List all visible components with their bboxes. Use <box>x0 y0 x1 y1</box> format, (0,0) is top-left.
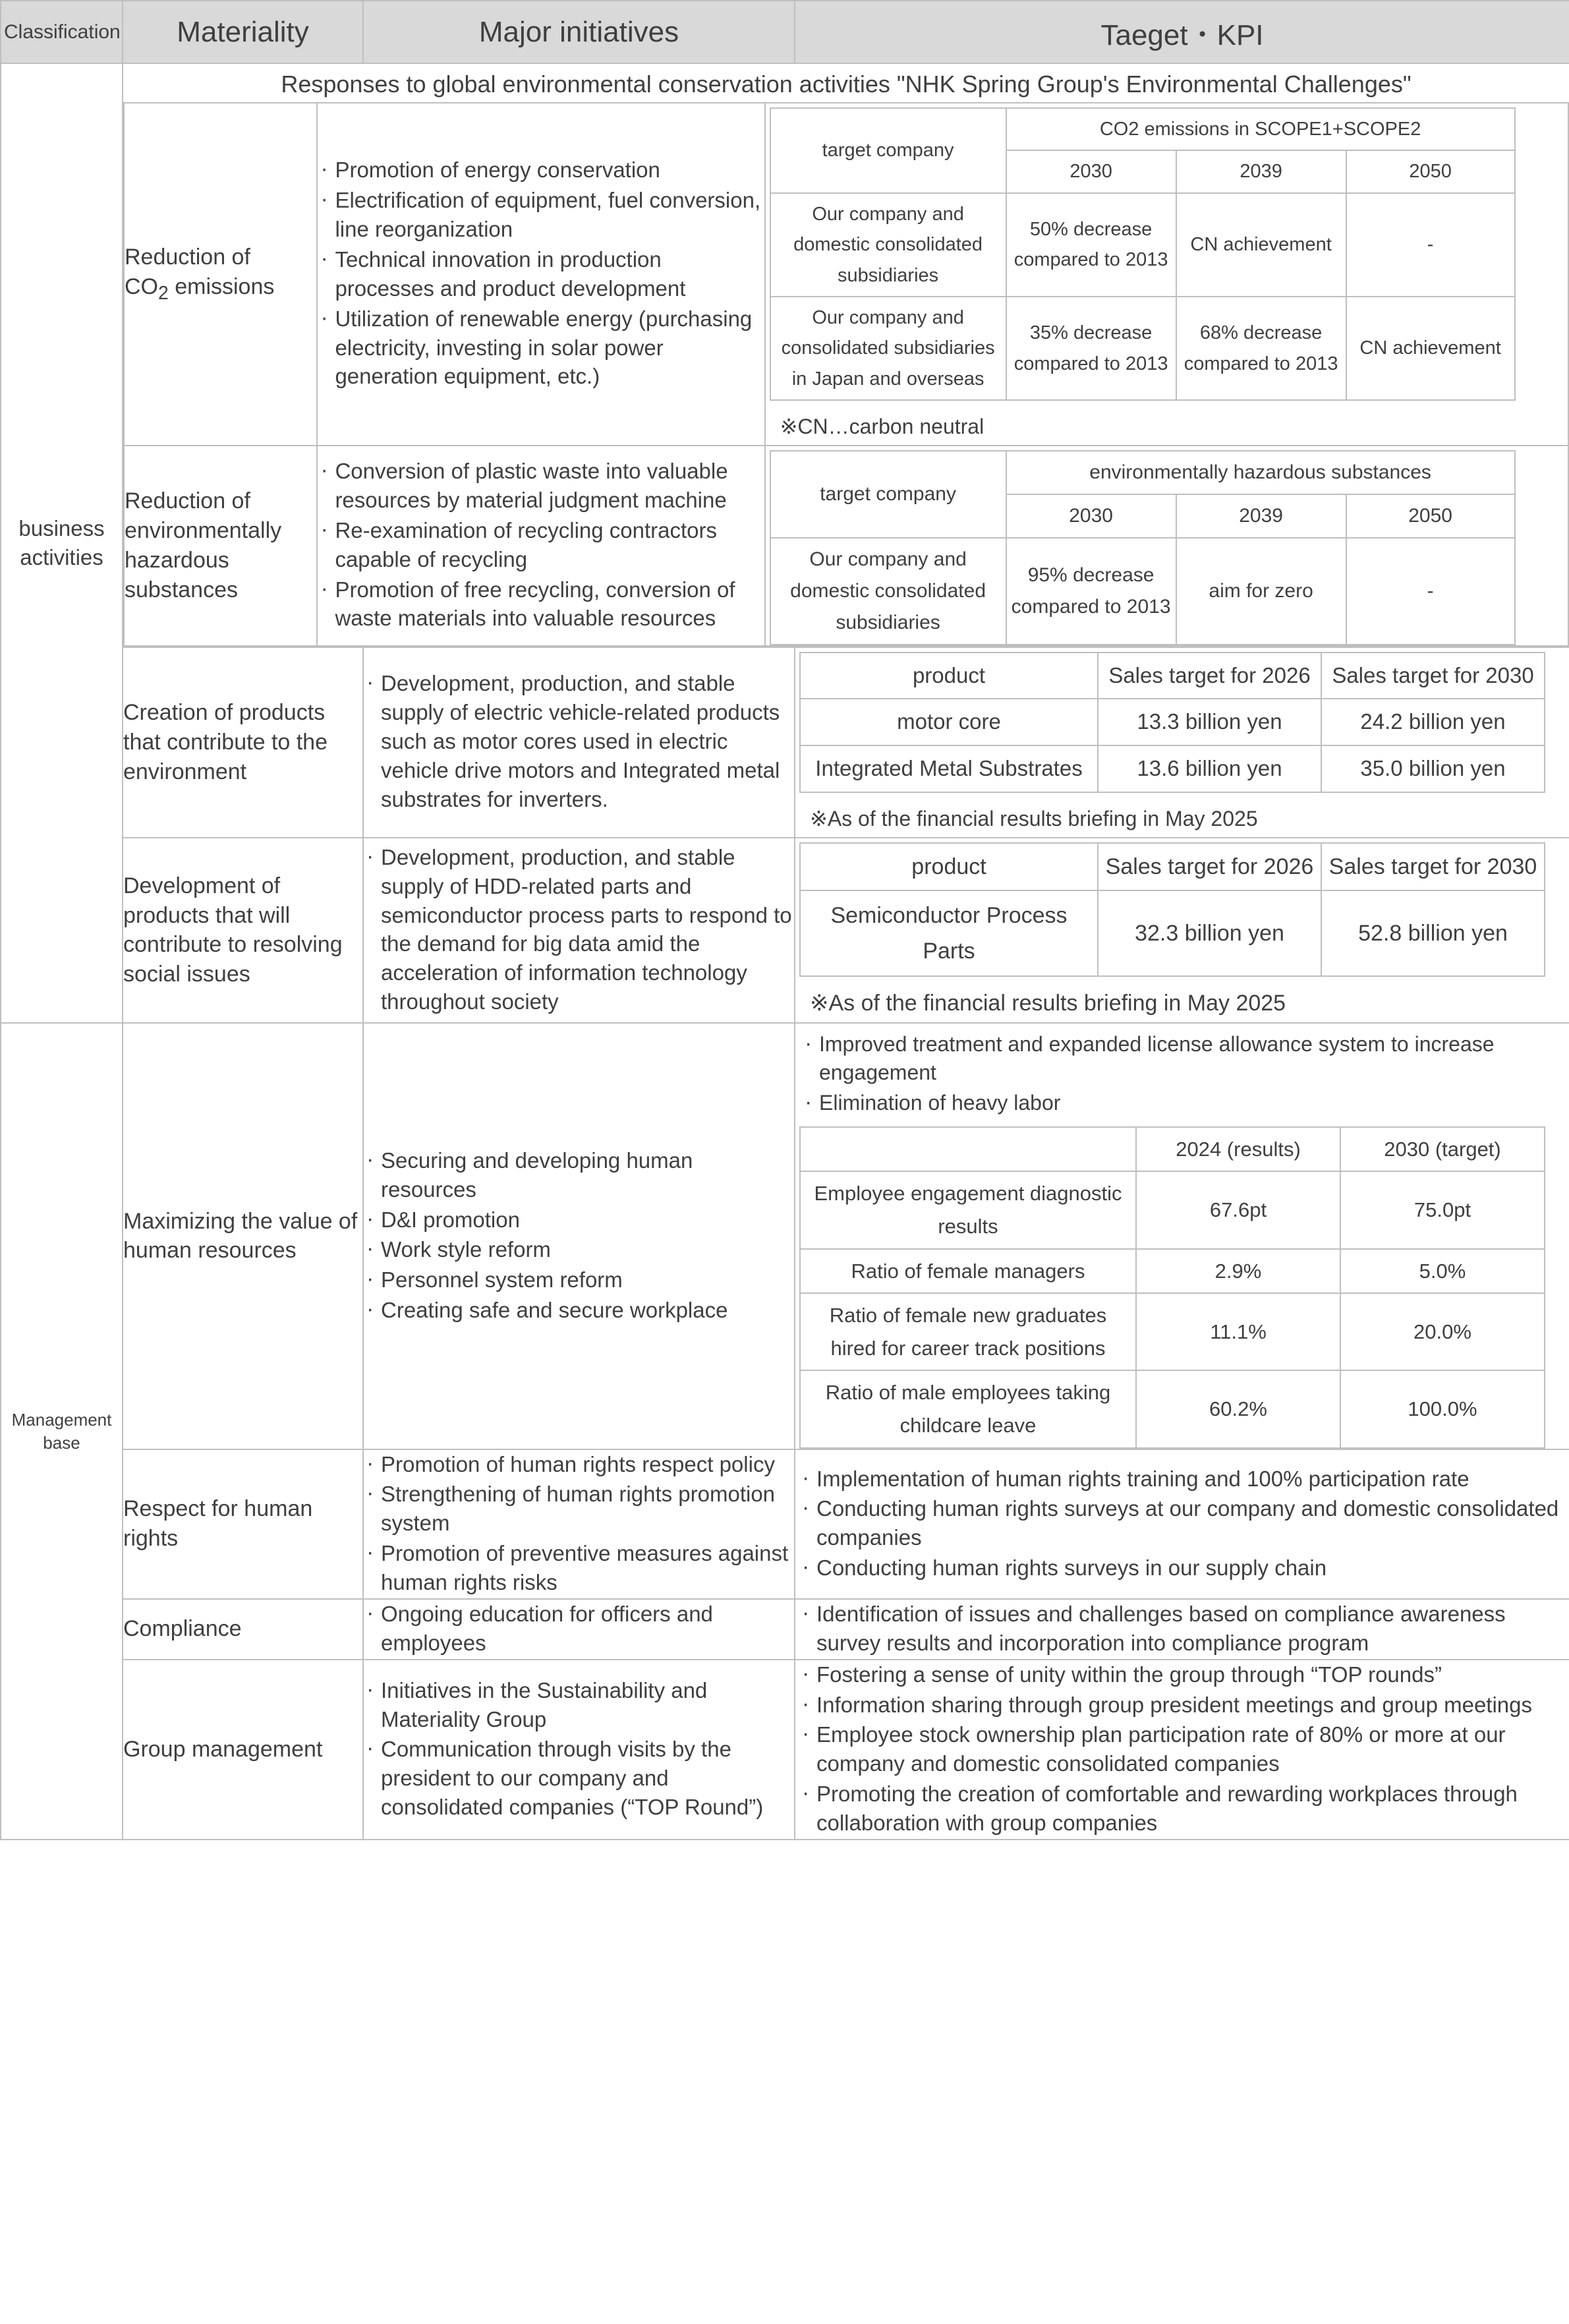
table-row <box>800 1249 1545 1294</box>
table-row <box>800 1293 1545 1370</box>
table-row <box>770 297 1515 400</box>
col-header-year-2030: 2030 <box>1006 150 1176 192</box>
initiatives-human-rights <box>363 1449 795 1599</box>
classification-business-activities: business activities <box>1 63 123 1023</box>
list-item: · Promotion of preventive measures against human rights risks <box>364 1539 794 1597</box>
table-row <box>800 745 1545 792</box>
cell-2030: 35.0 billion yen <box>1321 745 1545 792</box>
col-header-year-2050: 2050 <box>1346 494 1515 538</box>
table-row <box>800 653 1545 699</box>
column-header-materiality: Materiality <box>123 1 363 63</box>
kpi-group-management <box>795 1660 1569 1840</box>
table-row-human-resources <box>1 1023 1569 1449</box>
group-management-kpi-list <box>795 1660 1569 1838</box>
list-item: · Initiatives in the Sustainability and Materiality Group <box>364 1676 794 1734</box>
list-item: · Implementation of human rights training and 100% participation rate <box>799 1465 1569 1494</box>
col-header-sales-2030: Sales target for 2030 <box>1321 653 1545 699</box>
list-item: · Information sharing through group president meetings and group meetings <box>799 1691 1569 1720</box>
table-row <box>770 451 1515 494</box>
materiality-development-products: Development of products that will contribute to resolving social issues <box>123 838 363 1024</box>
table-row <box>800 1127 1545 1172</box>
col-header-2024-results: 2024 (results) <box>1136 1127 1340 1172</box>
list-item: · Promoting the creation of comfortable and rewarding workplaces through collaboration with group companies <box>799 1780 1569 1838</box>
list-item: · Promotion of human rights respect policy <box>364 1450 794 1479</box>
col-header-2030-target: 2030 (target) <box>1340 1127 1545 1172</box>
list-item: · Development, production, and stable supply of electric vehicle-related products such as motor cores used in electric vehicle drive motors and Integrated metal substrates for inverters. <box>364 669 794 813</box>
materiality-reduction-co2 <box>124 103 317 446</box>
list-item: · Promotion of free recycling, conversion of waste materials into valuable resources <box>318 575 764 633</box>
note-financial-briefing-1: ※As of the financial results briefing in May 2025 <box>810 807 1258 831</box>
cell-2030: 95% decrease compared to 2013 <box>1006 538 1176 645</box>
list-item: · Creating safe and secure workplace <box>364 1296 794 1325</box>
product-sales-target-table-1 <box>799 652 1545 793</box>
col-header-product: product <box>800 653 1098 699</box>
table-row-environment-block <box>1 63 1569 647</box>
list-item: · Technical innovation in production processes and product development <box>318 245 764 303</box>
initiatives-creation-products <box>363 647 795 838</box>
cell-metric: Employee engagement diagnostic results <box>800 1171 1136 1248</box>
cell-results: 67.6pt <box>1136 1171 1340 1248</box>
list-item: · Communication through visits by the president to our company and consolidated companies (“TOP Round”) <box>364 1735 794 1822</box>
list-item: · D&I promotion <box>364 1206 794 1235</box>
col-header-hazardous: environmentally hazardous substances <box>1006 451 1515 494</box>
kpi-creation-products <box>795 647 1569 838</box>
cell-2030: 35% decrease compared to 2013 <box>1006 297 1176 400</box>
column-header-target-kpi: Taeget・KPI <box>795 1 1569 63</box>
cell-2039: CN achievement <box>1176 193 1346 297</box>
compliance-kpi-list <box>795 1600 1569 1658</box>
cell-2026: 13.3 billion yen <box>1098 699 1321 745</box>
table-row <box>800 1171 1545 1248</box>
cell-results: 11.1% <box>1136 1293 1340 1370</box>
materiality-human-resources: Maximizing the value of human resources <box>123 1023 363 1449</box>
table-row-hazardous <box>124 446 1568 646</box>
cell-target: 75.0pt <box>1340 1171 1545 1248</box>
col-header-blank <box>800 1127 1136 1172</box>
cell-product: Semiconductor Process Parts <box>800 890 1098 976</box>
list-item: · Fostering a sense of unity within the group through “TOP rounds” <box>799 1660 1569 1689</box>
table-row-co2 <box>124 103 1568 446</box>
cell-2030: 24.2 billion yen <box>1321 699 1545 745</box>
initiatives-development-products <box>363 838 795 1024</box>
initiatives-list <box>364 669 794 813</box>
kpi-hazardous <box>765 446 1568 646</box>
cell-2030: 50% decrease compared to 2013 <box>1006 193 1176 297</box>
list-item: · Identification of issues and challenges based on compliance awareness survey results and incorporation into compliance program <box>799 1600 1569 1658</box>
list-item: · Conducting human rights surveys at our company and domestic consolidated companies <box>799 1494 1569 1552</box>
materiality-group-management: Group management <box>123 1660 363 1840</box>
materiality-compliance: Compliance <box>123 1599 363 1660</box>
table-row-development-products <box>1 838 1569 1024</box>
column-header-classification: Classification <box>1 1 123 63</box>
human-rights-kpi-list <box>795 1465 1569 1583</box>
table-row <box>800 843 1545 890</box>
table-row-group-management <box>1 1660 1569 1840</box>
list-item: · Improved treatment and expanded license allowance system to increase engagement <box>802 1030 1564 1086</box>
col-header-sales-2026: Sales target for 2026 <box>1098 653 1321 699</box>
cell-results: 60.2% <box>1136 1370 1340 1447</box>
list-item: · Conducting human rights surveys in our supply chain <box>799 1554 1569 1583</box>
col-header-year-2039: 2039 <box>1176 150 1346 192</box>
initiatives-hazardous <box>317 446 764 646</box>
initiatives-list <box>318 457 764 633</box>
hr-bullet-block <box>795 1024 1569 1122</box>
column-header-major-initiatives: Major initiatives <box>363 1 795 63</box>
cell-product: motor core <box>800 699 1098 745</box>
cell-2026: 32.3 billion yen <box>1098 890 1321 976</box>
list-item: · Work style reform <box>364 1235 794 1264</box>
cell-2050: - <box>1346 538 1515 645</box>
kpi-human-rights <box>795 1449 1569 1599</box>
list-item: · Utilization of renewable energy (purchasing electricity, investing in solar power generation equipment, etc.) <box>318 305 764 392</box>
table-row <box>770 538 1515 645</box>
list-item: · Employee stock ownership plan participation rate of 80% or more at our company and domestic consolidated companies <box>799 1720 1569 1778</box>
col-header-sales-2026: Sales target for 2026 <box>1098 843 1321 890</box>
cell-2039: 68% decrease compared to 2013 <box>1176 297 1346 400</box>
cell-target: 100.0% <box>1340 1370 1545 1447</box>
col-header-sales-2030: Sales target for 2030 <box>1321 843 1545 890</box>
cell-metric: Ratio of female new graduates hired for career track positions <box>800 1293 1136 1370</box>
cell-2050: CN achievement <box>1346 297 1515 400</box>
list-item: · Personnel system reform <box>364 1265 794 1294</box>
cell-target: 20.0% <box>1340 1293 1545 1370</box>
table-row <box>800 699 1545 745</box>
environment-banner-block <box>123 63 1569 647</box>
initiatives-list <box>318 156 764 391</box>
table-row-compliance <box>1 1599 1569 1660</box>
cell-2030: 52.8 billion yen <box>1321 890 1545 976</box>
table-row <box>770 108 1515 150</box>
cell-2050: - <box>1346 193 1515 297</box>
initiatives-list <box>364 843 794 1016</box>
initiatives-compliance <box>363 1599 795 1660</box>
cell-metric: Ratio of male employees taking childcare leave <box>800 1370 1136 1447</box>
note-carbon-neutral: ※CN…carbon neutral <box>780 415 984 439</box>
table-row-human-rights <box>1 1449 1569 1599</box>
col-header-target-company: target company <box>770 451 1006 538</box>
list-item: · Elimination of heavy labor <box>802 1089 1564 1117</box>
cell-2039: aim for zero <box>1176 538 1346 645</box>
cell-company: Our company and consolidated subsidiaries in Japan and overseas <box>770 297 1006 400</box>
table-header-row <box>1 1 1569 63</box>
materiality-creation-products: Creation of products that contribute to the environment <box>123 647 363 838</box>
list-item: · Conversion of plastic waste into valuable resources by material judgment machine <box>318 457 764 515</box>
initiatives-list <box>364 1146 794 1325</box>
col-header-year-2030: 2030 <box>1006 494 1176 538</box>
cell-target: 5.0% <box>1340 1249 1545 1294</box>
list-item: · Development, production, and stable supply of HDD-related parts and semiconductor process parts to respond to the demand for big data amid the acceleration of information technology throughout society <box>364 843 794 1016</box>
initiatives-list <box>364 1450 794 1597</box>
classification-management-base: Management base <box>1 1023 123 1840</box>
kpi-co2 <box>765 103 1568 446</box>
initiatives-list <box>364 1676 794 1822</box>
co2-emissions-table <box>770 107 1516 401</box>
list-item: · Ongoing education for officers and employees <box>364 1600 794 1658</box>
hr-metrics-table <box>799 1126 1545 1449</box>
kpi-compliance <box>795 1599 1569 1660</box>
hazardous-substances-table <box>770 450 1516 645</box>
cell-company: Our company and domestic consolidated subsidiaries <box>770 193 1006 297</box>
initiatives-co2 <box>317 103 764 446</box>
col-header-target-company: target company <box>770 108 1006 193</box>
list-item: · Electrification of equipment, fuel conversion, line reorganization <box>318 186 764 244</box>
cell-metric: Ratio of female managers <box>800 1249 1136 1294</box>
list-item: · Re-examination of recycling contractors capable of recycling <box>318 516 764 574</box>
col-header-product: product <box>800 843 1098 890</box>
kpi-human-resources <box>795 1023 1569 1449</box>
materiality-reduction-hazardous <box>124 446 317 646</box>
col-header-co2-scope: CO2 emissions in SCOPE1+SCOPE2 <box>1006 108 1515 150</box>
table-row <box>800 1370 1545 1447</box>
col-header-year-2039: 2039 <box>1176 494 1346 538</box>
materiality-label: Reduction of environmentally hazardous substances <box>125 488 282 602</box>
table-row <box>770 193 1515 297</box>
list-item: · Strengthening of human rights promotion system <box>364 1480 794 1538</box>
list-item: · Securing and developing human resources <box>364 1146 794 1204</box>
note-financial-briefing-2: ※As of the financial results briefing in May 2025 <box>810 991 1286 1016</box>
environmental-challenges-banner: Responses to global environmental conservation activities "NHK Spring Group's Environmental Challenges" <box>281 71 1412 98</box>
initiatives-group-management <box>363 1660 795 1840</box>
environment-subtable <box>123 102 1569 647</box>
table-row <box>800 890 1545 976</box>
cell-results: 2.9% <box>1136 1249 1340 1294</box>
col-header-year-2050: 2050 <box>1346 150 1515 192</box>
list-item: · Promotion of energy conservation <box>318 156 764 185</box>
cell-2026: 13.6 billion yen <box>1098 745 1321 792</box>
cell-company: Our company and domestic consolidated subsidiaries <box>770 538 1006 645</box>
initiatives-human-resources <box>363 1023 795 1449</box>
initiatives-list <box>364 1600 794 1658</box>
product-sales-target-table-2 <box>799 842 1545 977</box>
materiality-human-rights: Respect for human rights <box>123 1449 363 1599</box>
cell-product: Integrated Metal Substrates <box>800 745 1098 792</box>
table-row-creation-products <box>1 647 1569 838</box>
kpi-development-products <box>795 838 1569 1024</box>
hr-bullets-list <box>802 1030 1564 1117</box>
materiality-label: Reduction of $CO_2$ emissions <box>125 244 275 304</box>
